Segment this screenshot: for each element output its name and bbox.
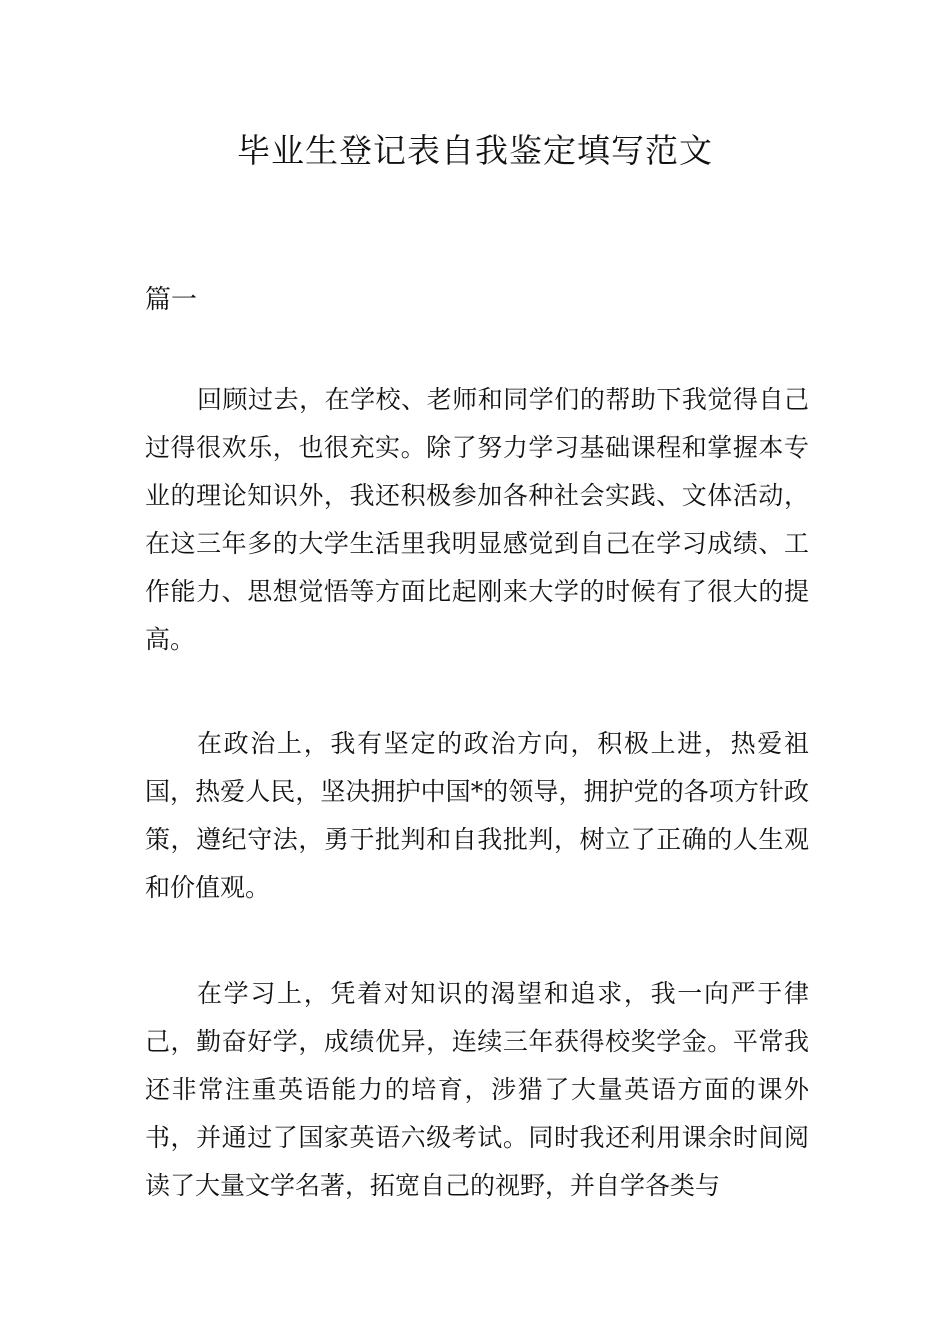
paragraph-politics: 在政治上，我有坚定的政治方向，积极上进，热爱祖国，热爱人民，坚决拥护中国*的领导，拥护党的各项方针政策，遵纪守法，勇于批判和自我批判，树立了正确的人生观和价值观。 (145, 729, 809, 902)
paragraph-reflection: 回顾过去，在学校、老师和同学们的帮助下我觉得自己过得很欢乐，也很充实。除了努力学习基础课程和掌握本专业的理论知识外，我还积极参加各种社会实践、文体活动，在这三年多的大学生活里我明显感觉到自己在学习成绩、工作能力、思想觉悟等方面比起刚来大学的时候有了很大的提高。 (145, 385, 809, 654)
paragraph-study: 在学习上，凭着对知识的渴望和追求，我一向严于律己，勤奋好学，成绩优异，连续三年获得校奖学金。平常我还非常注重英语能力的培育，涉猎了大量英语方面的课外书，并通过了国家英语六级考试。同时我还利用课余时间阅读了大量文学名著，拓宽自己的视野，并自学各类与 (145, 979, 809, 1200)
document-title: 毕业生登记表自我鉴定填写范文 (237, 131, 713, 170)
section-label: 篇一 (145, 285, 198, 315)
